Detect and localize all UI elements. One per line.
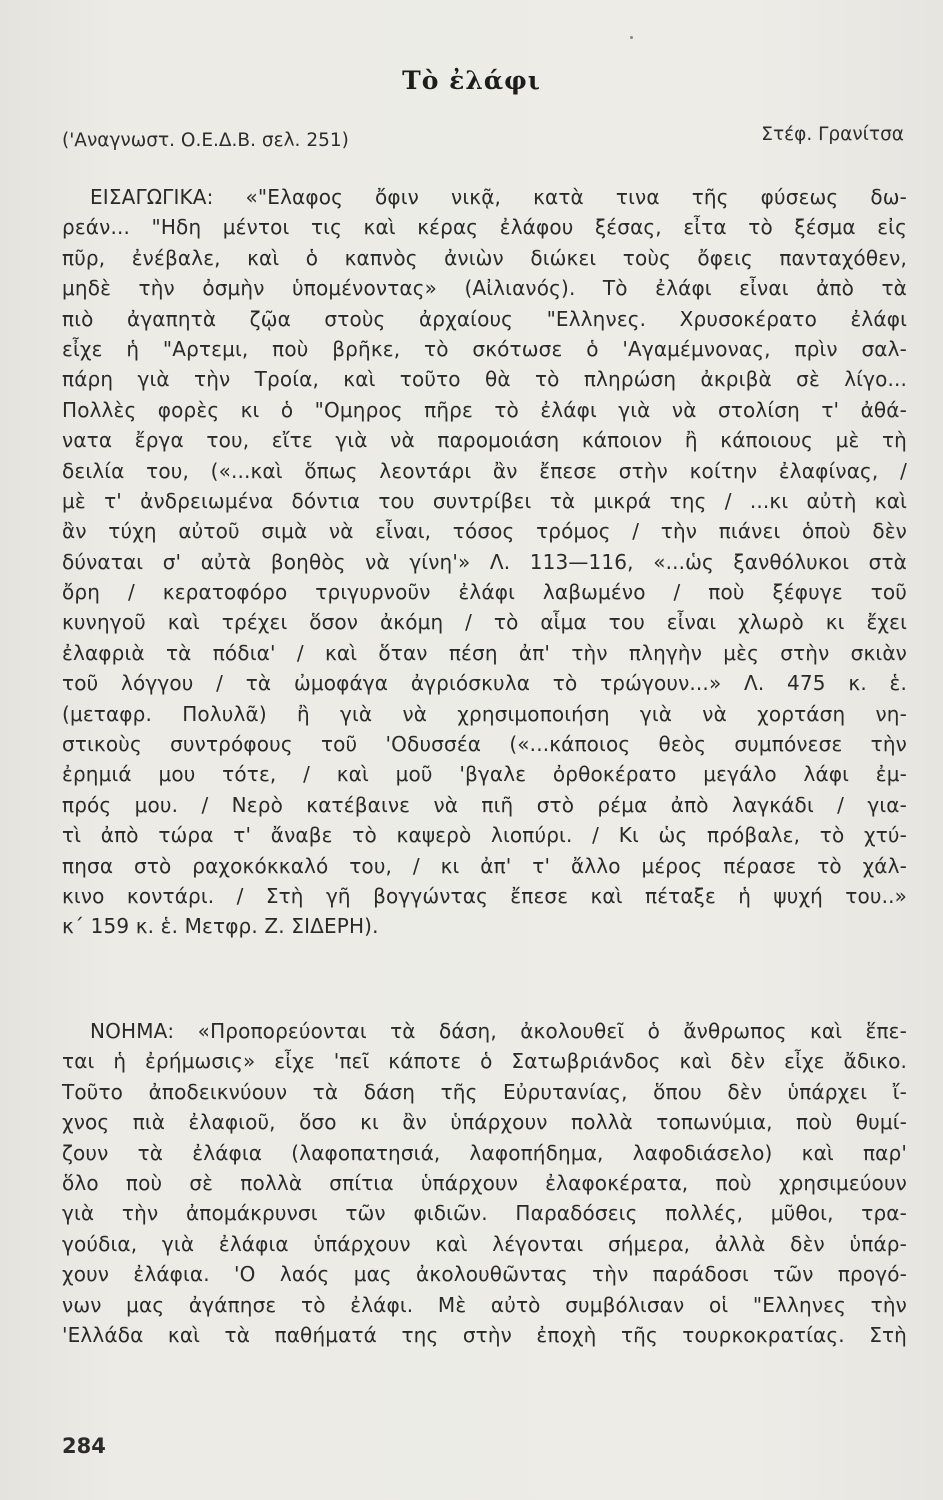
text-line: πρός μου. / Νερὸ κατέβαινε νὰ πιῆ στὸ ρέμα ἀπὸ λαγκάδι / για-: [62, 792, 907, 817]
text-line: ἐλαφριὰ τὰ πόδια' / καὶ ὅταν πέση ἀπ' τὴν πληγὴν μὲς στὴν σκιὰν: [62, 640, 907, 665]
text-line: μηδὲ τὴν ὀσμὴν ὑπομένοντας» (Αἰλιανός). Τὸ ἐλάφι εἶναι ἀπὸ τὰ: [62, 276, 907, 301]
author-name: Στέφ. Γρανίτσα: [761, 124, 904, 145]
text-line: ἂν τύχη αὐτοῦ σιμὰ νὰ εἶναι, τόσος τρόμος / τὴν πιάνει ὁποὺ δὲν: [62, 519, 907, 544]
text-line: (μεταφρ. Πολυλᾶ) ἢ γιὰ νὰ χρησιμοποιήση γιὰ νὰ χορτάση νη-: [62, 701, 907, 726]
text-line: γιὰ τὴν ἀπομάκρυνσι τῶν φιδιῶν. Παραδόσεις πολλές, μῦθοι, τρα-: [62, 1201, 907, 1226]
text-line: κυνηγοῦ καὶ τρέχει ὅσον ἀκόμη / τὸ αἷμα του εἶναι χλωρὸ κι ἔχει: [62, 610, 907, 635]
text-line: πησα στὸ ραχοκόκκαλό του, / κι ἀπ' τ' ἄλλο μέρος πέρασε τὸ χάλ-: [62, 853, 907, 878]
text-line: ρεάν... "Ηδη μέντοι τις καὶ κέρας ἐλάφου ξέσας, εἶτα τὸ ξέσμα εἰς: [62, 215, 907, 240]
text-line: ἐρημιά μου τότε, / καὶ μοῦ 'βγαλε ὀρθοκέρατο μεγάλο λάφι ἐμ-: [62, 762, 907, 787]
text-line: ΝΟΗΜΑ: «Προπορεύονται τὰ δάση, ἀκολουθεῖ ὁ ἄνθρωπος καὶ ἕπε-: [90, 1019, 907, 1043]
text-line: ται ἡ ἐρήμωσις» εἶχε 'πεῖ κάποτε ὁ Σατωβριάνδος καὶ δὲν εἶχε ἄδικο.: [62, 1049, 907, 1074]
text-line: χνος πιὰ ἐλαφιοῦ, ὅσο κι ἂν ὑπάρχουν πολλὰ τοπωνύμια, ποὺ θυμί-: [62, 1110, 907, 1135]
text-line: μὲ τ' ἀνδρειωμένα δόντια του συντρίβει τὰ μικρά της / ...κι αὐτὴ καὶ: [62, 488, 907, 513]
text-line: στικοὺς συντρόφους τοῦ 'Οδυσσέα («...κάποιος θεὸς συμπόνεσε τὴν: [62, 732, 907, 757]
text-line: ζουν τὰ ἐλάφια (λαφοπατησιά, λαφοπήδημα, λαφοδιάσελο) καὶ παρ': [62, 1140, 907, 1165]
intro-section: [62, 182, 907, 942]
text-line: ὄρη / κερατοφόρο τριγυρνοῦν ἐλάφι λαβωμένο / ποὺ ξέφυγε τοῦ: [62, 580, 907, 605]
text-line: δειλία του, («...καὶ ὅπως λεοντάρι ἂν ἔπεσε στὴν κοίτην ἐλαφίνας, /: [62, 458, 907, 483]
text-line: ὅλο ποὺ σὲ πολλὰ σπίτια ὑπάρχουν ἐλαφοκέρατα, ποὺ χρησιμεύουν: [62, 1170, 907, 1195]
source-line: [62, 124, 904, 151]
text-line: πῦρ, ἐνέβαλε, καὶ ὁ καπνὸς ἀνιὼν διώκει τοὺς ὄφεις πανταχόθεν,: [62, 245, 907, 270]
text-line: νατα ἔργα του, εἴτε γιὰ νὰ παρομοιάση κάποιον ἢ κάποιους μὲ τὴ: [62, 428, 907, 453]
text-line: γούδια, γιὰ ἐλάφια ὑπάρχουν καὶ λέγονται σήμερα, ἀλλὰ δὲν ὑπάρ-: [62, 1231, 907, 1256]
text-line: Τοῦτο ἀποδεικνύουν τὰ δάση τῆς Εὐρυτανίας, ὅπου δὲν ὑπάρχει ἴ-: [62, 1079, 907, 1104]
text-line: εἶχε ἡ "Αρτεμι, ποὺ βρῆκε, τὸ σκότωσε ὁ 'Αγαμέμνονας, πρὶν σαλ-: [62, 336, 907, 361]
text-line: κ΄ 159 κ. ἑ. Μετφρ. Ζ. ΣΙΔΕΡΗ).: [62, 914, 379, 939]
print-speck: [630, 36, 633, 39]
text-line: 'Ελλάδα καὶ τὰ παθήματά της στὴν ἐποχὴ τῆς τουρκοκρατίας. Στὴ: [62, 1322, 907, 1347]
page-number: 284: [62, 1434, 106, 1458]
meaning-section: [62, 1016, 907, 1350]
page-title: Τὸ ἐλάφι: [402, 66, 541, 95]
text-line: πιὸ ἀγαπητὰ ζῷα στοὺς ἀρχαίους "Ελληνες. Χρυσοκέρατο ἐλάφι: [62, 306, 907, 331]
text-line: τὶ ἀπὸ τώρα τ' ἄναβε τὸ καψερὸ λιοπύρι. / Κι ὡς πρόβαλε, τὸ χτύ-: [62, 823, 907, 848]
text-line: τοῦ λόγγου / τὰ ὠμοφάγα ἀγριόσκυλα τὸ τρώγουν...» Λ. 475 κ. ἑ.: [62, 671, 907, 696]
text-line: δύναται σ' αὐτὰ βοηθὸς νὰ γίνη'» Λ. 113—116, «...ὡς ξανθόλυκοι στὰ: [62, 549, 907, 574]
text-line: κινο κοντάρι. / Στὴ γῆ βογγώντας ἔπεσε καὶ πέταξε ἡ ψυχή του..»: [62, 883, 907, 908]
text-line: πάρη γιὰ τὴν Τροία, καὶ τοῦτο θὰ τὸ πληρώση ἀκριβὰ σὲ λίγο...: [62, 367, 907, 392]
text-line: νων μας ἀγάπησε τὸ ἐλάφι. Μὲ αὐτὸ συμβόλισαν οἱ "Ελληνες τὴν: [62, 1292, 907, 1317]
text-line: Πολλὲς φορὲς κι ὁ "Ομηρος πῆρε τὸ ἐλάφι γιὰ νὰ στολίση τ' ἀθά-: [62, 397, 907, 422]
text-line: ΕΙΣΑΓΩΓΙΚΑ: «"Ελαφος ὄφιν νικᾷ, κατὰ τινα τῆς φύσεως δω-: [90, 185, 907, 209]
text-line: χουν ἐλάφια. 'Ο λαός μας ἀκολουθῶντας τὴν παράδοσι τῶν προγό-: [62, 1262, 907, 1287]
source-reference: ('Αναγνωστ. Ο.Ε.Δ.Β. σελ. 251): [62, 130, 349, 151]
